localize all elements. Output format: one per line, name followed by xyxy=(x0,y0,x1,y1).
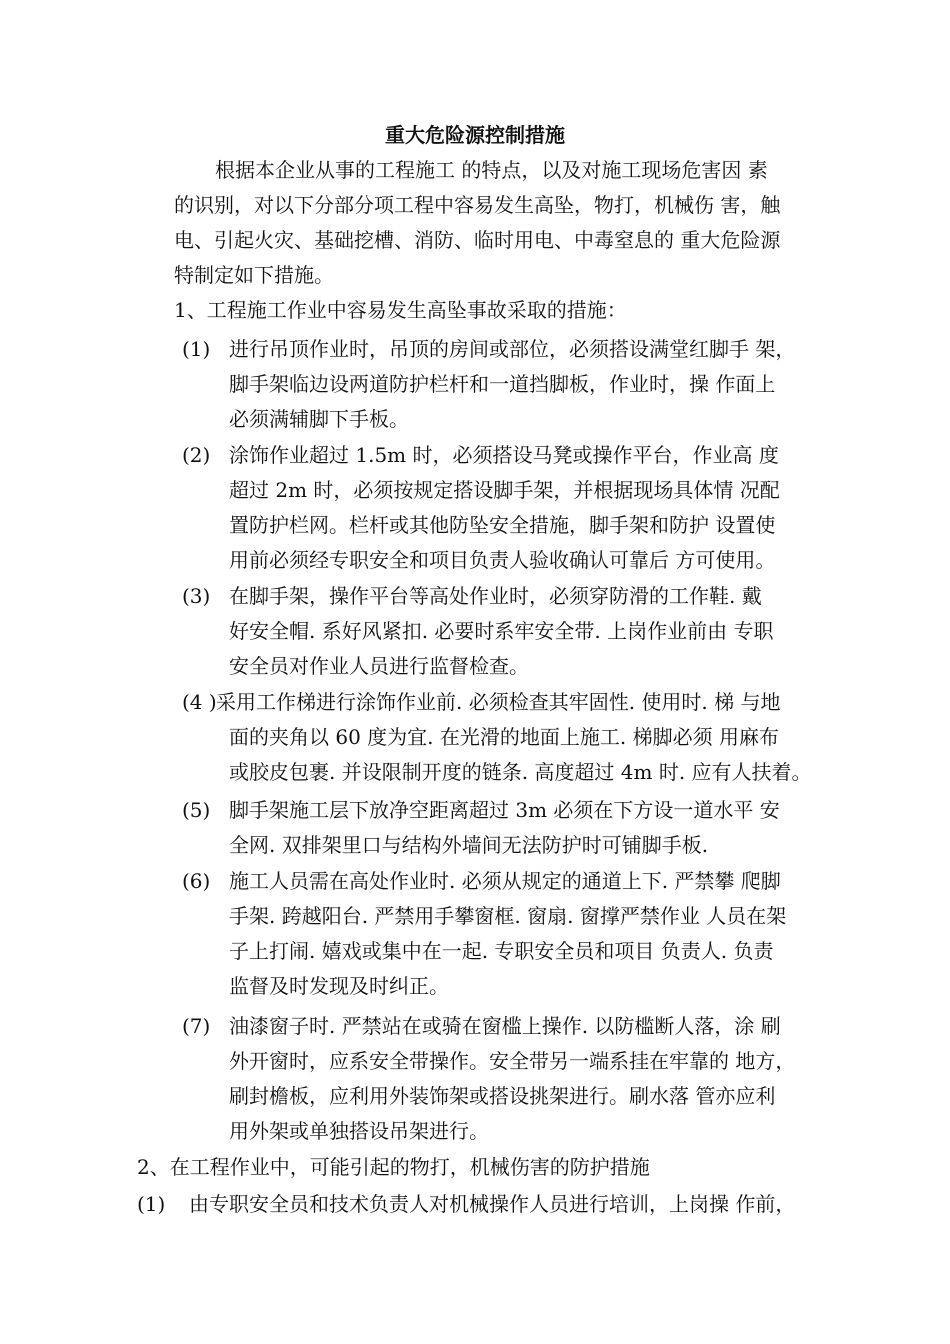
item-line: 用外架或单独搭设吊架进行。 xyxy=(229,1119,489,1143)
item-line: 安全员对作业人员进行监督检查。 xyxy=(229,654,529,678)
item-line: 手架. 跨越阳台. 严禁用手攀窗框. 窗扇. 窗撑严禁作业 人员在架 xyxy=(229,904,787,928)
section-heading: 1、工程施工作业中容易发生高坠事故采取的措施： xyxy=(174,298,627,322)
item-number: (3) xyxy=(182,584,211,608)
item-line: 外开窗时，应系安全带操作。安全带另一端系挂在牢靠的 地方， xyxy=(229,1049,796,1073)
document-title: 重大危险源控制措施 xyxy=(385,123,565,147)
item-line: 由专职安全员和技术负责人对机械操作人员进行培训，上岗操 作前， xyxy=(189,1192,796,1216)
item-number: (5) xyxy=(182,798,211,822)
item-line: 超过 2m 时，必须按规定搭设脚手架，并根据现场具体情 况配 xyxy=(229,478,780,502)
intro-line: 电、引起火灾、基础挖槽、消防、临时用电、中毒窒息的 重大危险源 xyxy=(174,228,781,252)
item-line: 脚手架施工层下放净空距离超过 3m 必须在下方设一道水平 安 xyxy=(229,798,780,822)
item-number: (2) xyxy=(182,443,211,467)
section-heading: 2、在工程作业中，可能引起的物打，机械伤害的防护措施 xyxy=(137,1155,650,1179)
intro-line: 特制定如下措施。 xyxy=(174,263,334,287)
item-line: 监督及时发现及时纠正。 xyxy=(229,974,449,998)
item-line: 用前必须经专职安全和项目负责人验收确认可靠后 方可使用。 xyxy=(229,548,776,572)
item-line: 进行吊顶作业时，吊顶的房间或部位，必须搭设满堂红脚手 架， xyxy=(229,337,796,361)
item-line: 子上打闹. 嬉戏或集中在一起. 专职安全员和项目 负责人. 负责 xyxy=(229,939,774,963)
item-line: 施工人员需在高处作业时. 必须从规定的通道上下. 严禁攀 爬脚 xyxy=(229,869,781,893)
intro-line: 根据本企业从事的工程施工 的特点，以及对施工现场危害因 素 xyxy=(215,158,768,182)
item-line: 面的夹角以 60 度为宜. 在光滑的地面上施工. 梯脚必须 用麻布 xyxy=(229,725,779,749)
item-line: 油漆窗子时. 严禁站在或骑在窗槛上操作. 以防槛断人落，涂 刷 xyxy=(229,1014,781,1038)
item-number: (1) xyxy=(137,1192,166,1216)
intro-line: 的识别，对以下分部分项工程中容易发生高坠，物打，机械伤 害，触 xyxy=(174,193,781,217)
item-line: 在脚手架，操作平台等高处作业时，必须穿防滑的工作鞋. 戴 xyxy=(229,584,762,608)
item-line: 置防护栏网。栏杆或其他防坠安全措施，脚手架和防护 设置使 xyxy=(229,513,776,537)
item-line: 脚手架临边设两道防护栏杆和一道挡脚板，作业时，操 作面上 xyxy=(229,372,776,396)
item-number: (4 ) xyxy=(182,690,217,714)
item-line: 或胶皮包裹. 并设限制开度的链条. 高度超过 4m 时. 应有人扶着。 xyxy=(229,760,812,784)
item-line: 刷封檐板，应利用外装饰架或搭设挑架进行。刷水落 管亦应利 xyxy=(229,1084,776,1108)
item-line: 必须满辅脚下手板。 xyxy=(229,407,409,431)
item-line: 采用工作梯进行涂饰作业前. 必须检查其牢固性. 使用时. 梯 与地 xyxy=(216,690,781,714)
item-line: 涂饰作业超过 1.5m 时，必须搭设马凳或操作平台，作业高 度 xyxy=(229,443,779,467)
item-line: 好安全帽. 系好风紧扣. 必要时系牢安全带. 上岗作业前由 专职 xyxy=(229,619,774,643)
item-number: (1) xyxy=(182,337,211,361)
item-line: 全网. 双排架里口与结构外墙间无法防护时可铺脚手板. xyxy=(229,833,709,857)
item-number: (6) xyxy=(182,869,211,893)
item-number: (7) xyxy=(182,1014,211,1038)
